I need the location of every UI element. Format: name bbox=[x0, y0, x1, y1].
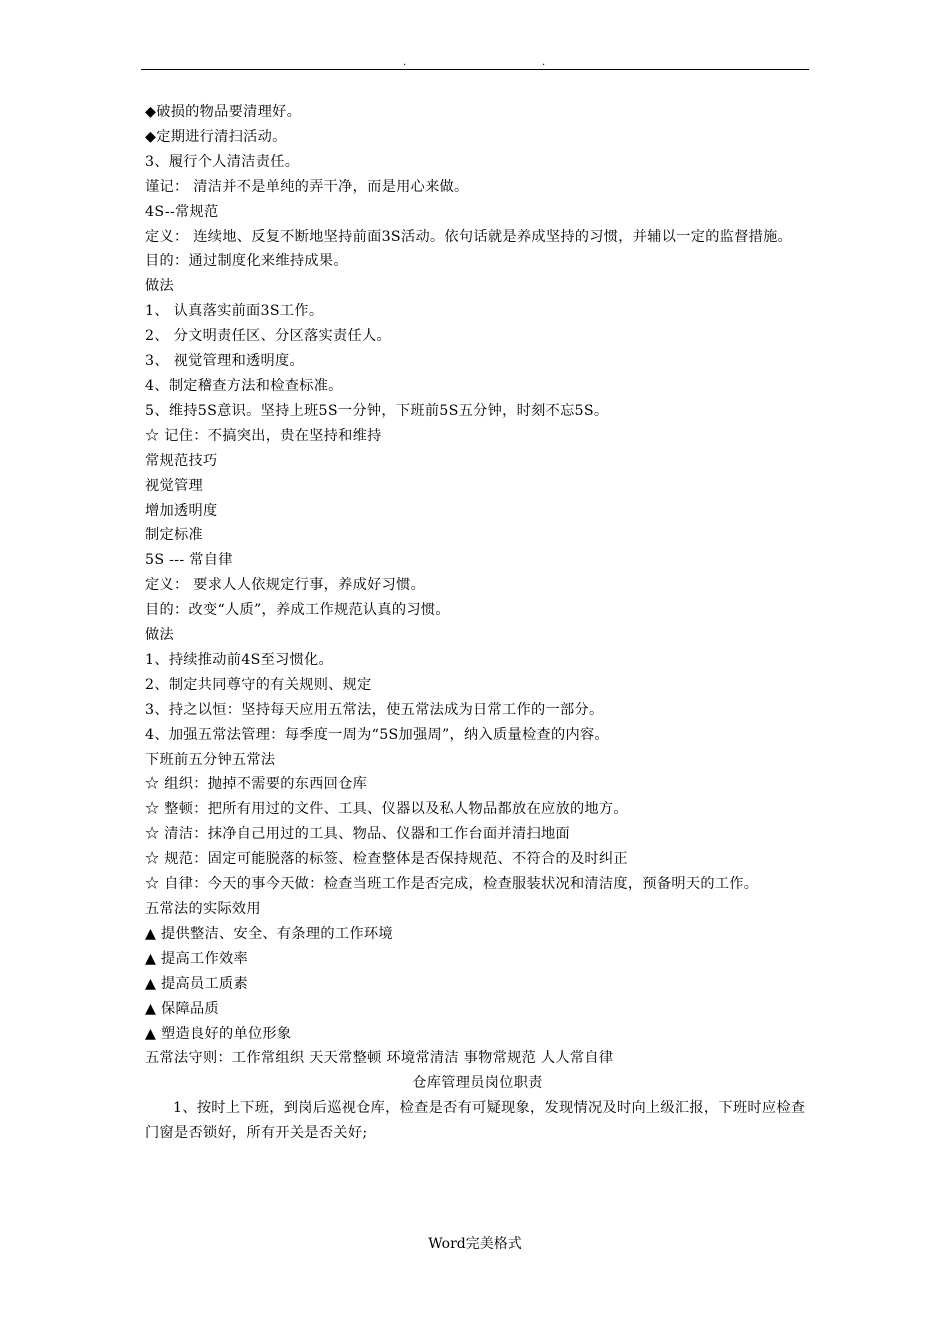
text-line: 做法 bbox=[145, 627, 174, 644]
section-title: 仓库管理员岗位职责 bbox=[412, 1075, 543, 1092]
text-line: 目的：改变“人质”，养成工作规范认真的习惯。 bbox=[145, 602, 450, 619]
text-line: ☆ 清洁：抹净自己用过的工具、物品、仪器和工作台面并清扫地面 bbox=[145, 826, 570, 843]
text-line: ☆ 自律：今天的事今天做：检查当班工作是否完成，检查服装状况和清洁度，预备明天的工作。 bbox=[145, 876, 759, 893]
text-line: 目的：通过制度化来维持成果。 bbox=[145, 253, 348, 270]
text-line: ☆ 规范：固定可能脱落的标签、检查整体是否保持规范、不符合的及时纠正 bbox=[145, 851, 628, 868]
paragraph: 1、按时上下班，到岗后巡视仓库，检查是否有可疑现象，发现情况及时向上级汇报，下班时应检查门窗是否锁好，所有开关是否关好; bbox=[145, 1100, 806, 1142]
text-line: ☆ 整顿：把所有用过的文件、工具、仪器以及私人物品都放在应放的地方。 bbox=[145, 801, 628, 818]
text-line: 谨记： 清洁并不是单纯的弄干净，而是用心来做。 bbox=[145, 178, 469, 195]
text-line: 1、 认真落实前面3S工作。 bbox=[145, 303, 324, 320]
text-line: ◆定期进行清扫活动。 bbox=[145, 128, 287, 145]
text-line: 五常法守则：工作常组织 天天常整顿 环境常清洁 事物常规范 人人常自律 bbox=[145, 1050, 614, 1067]
text-line: ☆ 组织：抛掉不需要的东西回仓库 bbox=[145, 776, 368, 793]
text-line: 2、制定共同尊守的有关规则、规定 bbox=[145, 676, 372, 693]
text-line: ▲ 提高员工质素 bbox=[145, 975, 248, 992]
text-line: ▲ 提供整洁、安全、有条理的工作环境 bbox=[145, 925, 393, 942]
text-line: 增加透明度 bbox=[145, 502, 218, 519]
section-heading-4s: 4S--常规范 bbox=[145, 203, 219, 220]
text-line: ▲ 塑造良好的单位形象 bbox=[145, 1025, 292, 1042]
text-line: 定义： 要求人人依规定行事，养成好习惯。 bbox=[145, 577, 426, 594]
page-footer: Word完美格式 bbox=[428, 1236, 522, 1252]
document-body bbox=[145, 100, 810, 1146]
text-line: 4、加强五常法管理：每季度一周为“5S加强周”，纳入质量检查的内容。 bbox=[145, 726, 609, 743]
text-line: 五常法的实际效用 bbox=[145, 901, 261, 917]
text-line: 常规范技巧 bbox=[145, 452, 218, 469]
text-line: ◆破损的物品要清理好。 bbox=[145, 104, 302, 120]
text-line: 2、 分文明责任区、分区落实责任人。 bbox=[145, 328, 391, 345]
text-line: 5、维持5S意识。坚持上班5S一分钟，下班前5S五分钟，时刻不忘5S。 bbox=[145, 402, 609, 419]
header-dot-left: . bbox=[403, 57, 407, 68]
text-line: 视觉管理 bbox=[145, 477, 203, 494]
text-line: 4、制定稽查方法和检查标准。 bbox=[145, 377, 343, 394]
header-rule bbox=[141, 69, 809, 70]
text-line: ☆ 记住：不搞突出，贵在坚持和维持 bbox=[145, 427, 382, 444]
text-line: 定义： 连续地、反复不断地坚持前面3S活动。依句话就是养成坚持的习惯，并辅以一定的监督措施。 bbox=[145, 228, 793, 245]
text-line: 制定标准 bbox=[145, 527, 203, 544]
text-line: 3、 视觉管理和透明度。 bbox=[145, 353, 305, 370]
header-dot-right: . bbox=[542, 57, 546, 68]
section-heading-5s: 5S --- 常自律 bbox=[145, 552, 233, 569]
text-line: 3、履行个人清洁责任。 bbox=[145, 153, 300, 170]
text-line: 下班前五分钟五常法 bbox=[145, 751, 276, 768]
text-line: 做法 bbox=[145, 278, 174, 295]
text-line: ▲ 提高工作效率 bbox=[145, 950, 248, 967]
text-line: 3、持之以恒：坚持每天应用五常法，使五常法成为日常工作的一部分。 bbox=[145, 701, 604, 718]
text-line: ▲ 保障品质 bbox=[145, 1000, 219, 1017]
text-line: 1、持续推动前4S至习惯化。 bbox=[145, 651, 334, 668]
